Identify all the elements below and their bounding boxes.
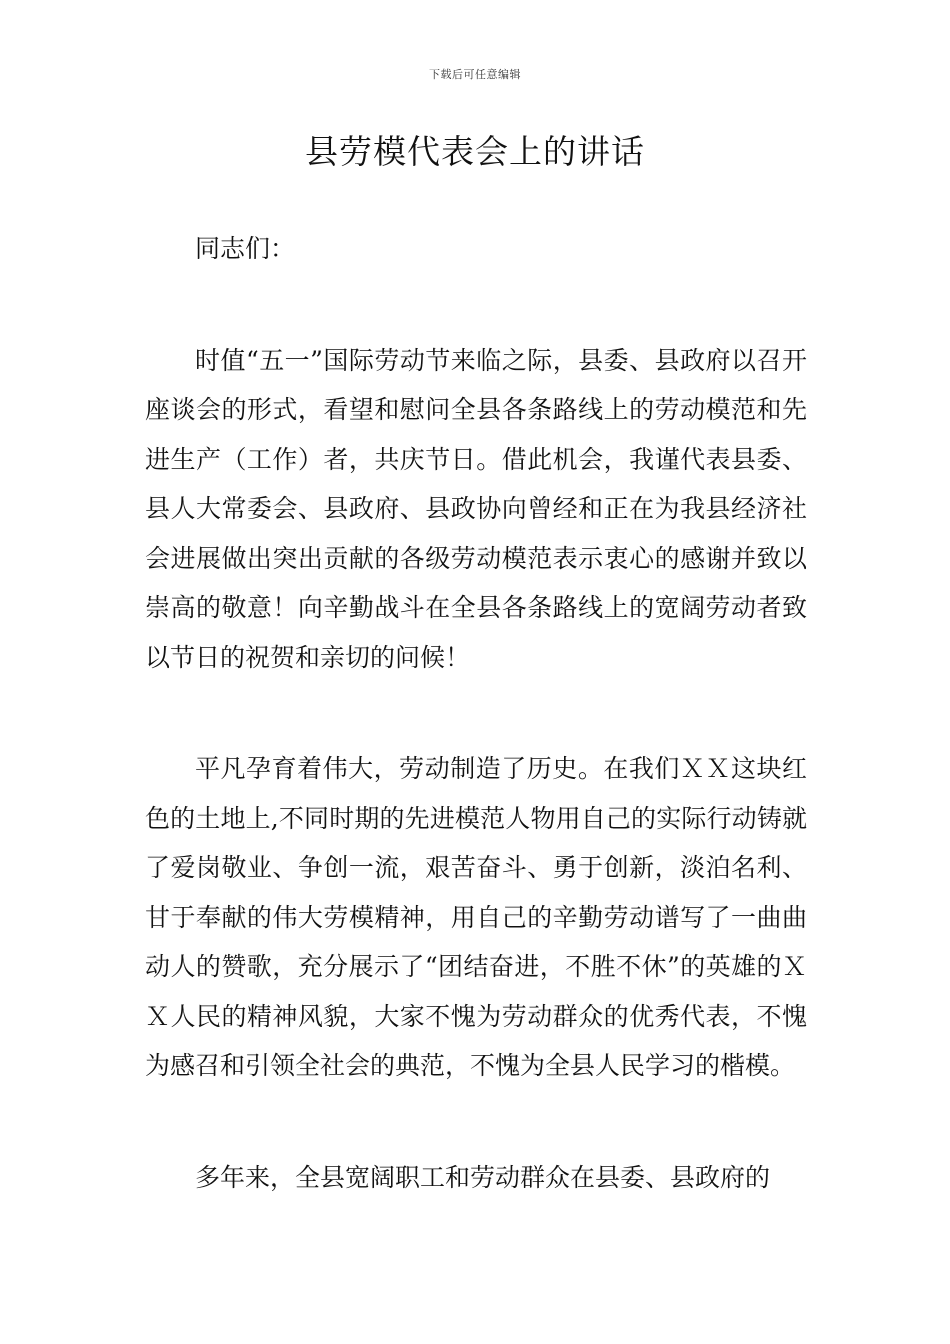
paragraph-3: 多年来，全县宽阔职工和劳动群众在县委、县政府的 xyxy=(195,1162,771,1192)
page-title: 县劳模代表会上的讲话 xyxy=(305,132,645,171)
paragraph-2: 平凡孕育着伟大，劳动制造了历史。在我们ＸＸ这块红色的土地上,不同时期的先进模范人物用自己的实际行动铸就了爱岗敬业、争创一流，艰苦奋斗、勇于创新，淡泊名利、甘于奉献的伟大劳模精神，用自己的辛勤劳动谱写了一曲曲动人的赞歌，充分展示了“团结奋进，不胜不休”的英雄的ＸＸ人民的精神风貌，大家不愧为劳动群众的优秀代表，不愧为感召和引领全社会的典范，不愧为全县人民学习的楷模。 xyxy=(145,754,807,1080)
header-note: 下载后可任意编辑 xyxy=(429,68,521,81)
document-body xyxy=(145,224,807,1202)
paragraph-1: 时值“五一”国际劳动节来临之际，县委、县政府以召开座谈会的形式，看望和慰问全县各条路线上的劳动模范和先进生产（工作）者，共庆节日。借此机会，我谨代表县委、县人大常委会、县政府、县政协向曾经和正在为我县经济社会进展做出突出贡献的各级劳动模范表示衷心的感谢并致以崇高的敬意！向辛勤战斗在全县各条路线上的宽阔劳动者致以节日的祝贺和亲切的问候！ xyxy=(145,345,807,672)
greeting-paragraph: 同志们： xyxy=(195,234,296,263)
